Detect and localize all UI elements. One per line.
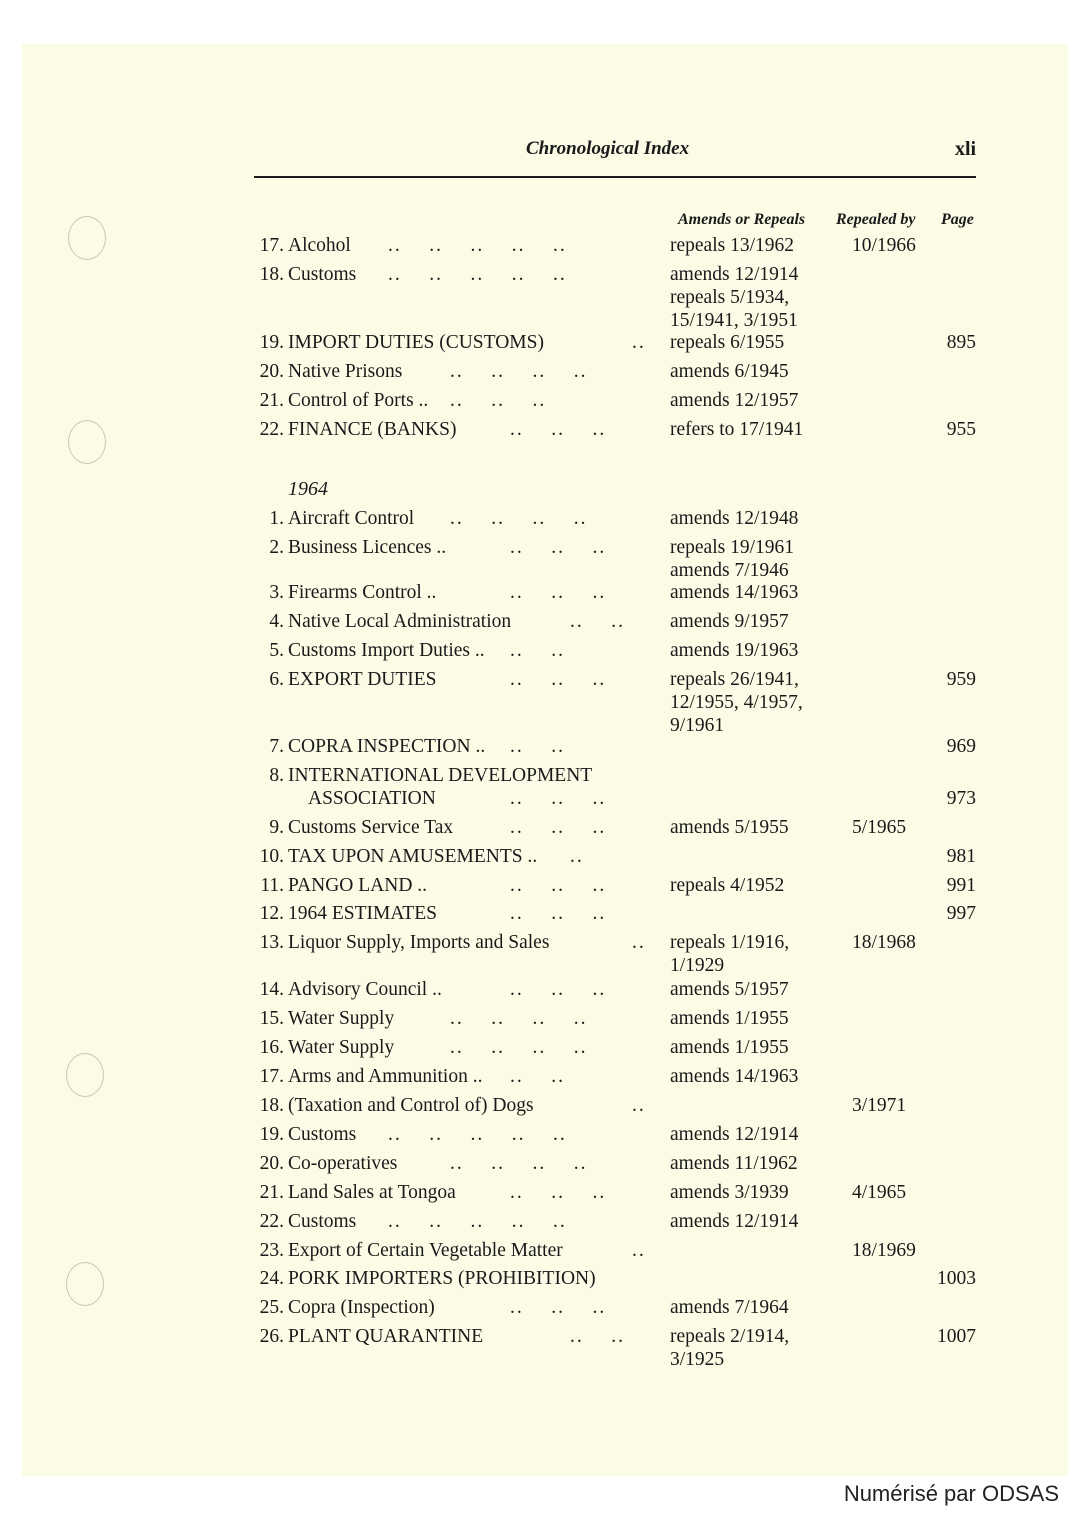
header-rule	[254, 176, 976, 178]
entry-amends-repeals: amends 11/1962	[670, 1153, 798, 1174]
leader-dots: .. ..	[510, 736, 565, 757]
entry-number: 8.	[269, 765, 284, 786]
entry-title: Water Supply	[288, 1037, 395, 1058]
entry-title: PORK IMPORTERS (PROHIBITION)	[288, 1268, 596, 1289]
entry-amends-repeals: amends 12/1914 repeals 5/1934, 15/1941, 3/1951	[670, 264, 799, 331]
entry-title: TAX UPON AMUSEMENTS ..	[288, 846, 538, 867]
entry-number: 14.	[259, 979, 284, 1000]
leader-dots: .. .. ..	[510, 1182, 607, 1203]
entry-amends-repeals: amends 12/1957	[670, 390, 799, 411]
entry-amends-repeals: amends 3/1939	[670, 1182, 789, 1203]
entry-title: (Taxation and Control of) Dogs	[288, 1095, 534, 1116]
index-entry	[252, 764, 982, 787]
entry-page: 895	[946, 332, 976, 353]
leader-dots: .. .. .. .. ..	[388, 264, 567, 285]
leader-dots: ..	[632, 332, 646, 353]
index-entry	[252, 978, 982, 1001]
entry-title: Water Supply	[288, 1008, 395, 1029]
entry-title: PLANT QUARANTINE	[288, 1326, 484, 1347]
entry-title: Firearms Control ..	[288, 582, 437, 603]
index-entry	[252, 360, 982, 383]
punch-hole-1	[68, 216, 106, 260]
entry-number: 22.	[259, 1211, 284, 1232]
leader-dots: ..	[632, 932, 646, 953]
leader-dots: .. .. ..	[510, 669, 607, 690]
leader-dots: .. .. ..	[510, 1297, 607, 1318]
entry-number: 5.	[269, 640, 284, 661]
index-entry	[252, 581, 982, 604]
entry-title: 1964 ESTIMATES	[288, 903, 437, 924]
entry-amends-repeals: repeals 1/1916, 1/1929	[670, 932, 790, 976]
leader-dots: .. .. .. ..	[450, 1008, 588, 1029]
leader-dots: .. .. ..	[510, 875, 607, 896]
entry-number: 16.	[259, 1037, 284, 1058]
entry-number: 7.	[269, 736, 284, 757]
entry-page: 1003	[937, 1268, 976, 1289]
index-entry	[252, 1007, 982, 1030]
entry-amends-repeals: repeals 26/1941, 12/1955, 4/1957, 9/1961	[670, 669, 803, 736]
entry-number: 18.	[259, 1095, 284, 1116]
entry-title: Export of Certain Vegetable Matter	[288, 1240, 563, 1261]
entry-number: 17.	[259, 1066, 284, 1087]
entry-title: Advisory Council ..	[288, 979, 442, 1000]
index-entry	[252, 1065, 982, 1088]
entry-page: 959	[946, 669, 976, 690]
index-entry	[252, 1325, 982, 1370]
entry-amends-repeals: amends 19/1963	[670, 640, 799, 661]
entry-repealed-by: 10/1966	[852, 235, 916, 256]
entry-amends-repeals: amends 12/1914	[670, 1124, 799, 1145]
entry-repealed-by: 18/1969	[852, 1240, 916, 1261]
entry-amends-repeals: amends 1/1955	[670, 1037, 789, 1058]
entry-repealed-by: 3/1971	[852, 1095, 907, 1116]
index-entry	[252, 331, 982, 354]
index-entry	[252, 668, 982, 736]
index-entry	[252, 1152, 982, 1175]
entry-title: PANGO LAND ..	[288, 875, 428, 896]
entry-repealed-by: 5/1965	[852, 817, 907, 838]
index-entry	[252, 1094, 982, 1117]
entry-amends-repeals: refers to 17/1941	[670, 419, 804, 440]
entry-number: 2.	[269, 537, 284, 558]
leader-dots: .. .. .. ..	[450, 1037, 588, 1058]
index-entry	[252, 418, 982, 441]
entry-number: 26.	[259, 1326, 284, 1347]
index-entry	[252, 234, 982, 257]
index-entry	[252, 902, 982, 925]
leader-dots: .. ..	[510, 640, 565, 661]
index-entry	[252, 787, 982, 810]
column-header-amends: Amends or Repeals	[678, 211, 806, 228]
entry-page: 997	[946, 903, 976, 924]
entry-amends-repeals: repeals 19/1961 amends 7/1946	[670, 537, 795, 581]
entry-title: Customs	[288, 1211, 357, 1232]
entry-amends-repeals: amends 5/1955	[670, 817, 789, 838]
entry-amends-repeals: amends 7/1964	[670, 1297, 789, 1318]
entry-title: Business Licences ..	[288, 537, 447, 558]
leader-dots: ..	[570, 846, 584, 867]
entry-title: Customs	[288, 264, 357, 285]
entry-title: Customs	[288, 1124, 357, 1145]
entry-number: 23.	[259, 1240, 284, 1261]
entry-amends-repeals: amends 5/1957	[670, 979, 789, 1000]
index-entry	[252, 735, 982, 758]
entry-title: Customs Service Tax	[288, 817, 454, 838]
punch-hole-2	[68, 420, 106, 464]
entry-number: 21.	[259, 1182, 284, 1203]
entry-page: 969	[946, 736, 976, 757]
leader-dots: .. .. .. .. ..	[388, 1211, 567, 1232]
index-entry	[252, 931, 982, 976]
entry-number: 13.	[259, 932, 284, 953]
entry-title: Control of Ports ..	[288, 390, 429, 411]
index-entry	[252, 1181, 982, 1204]
leader-dots: ..	[632, 1095, 646, 1116]
column-header-page: Page	[941, 211, 974, 228]
leader-dots: .. .. ..	[510, 979, 607, 1000]
entry-number: 10.	[259, 846, 284, 867]
entry-repealed-by: 18/1968	[852, 932, 916, 953]
leader-dots: .. .. ..	[450, 390, 547, 411]
punch-hole-4	[66, 1262, 104, 1306]
page-number: xli	[955, 138, 977, 160]
leader-dots: .. .. ..	[510, 419, 607, 440]
entry-number: 21.	[259, 390, 284, 411]
entry-amends-repeals: repeals 13/1962	[670, 235, 795, 256]
entry-number: 12.	[259, 903, 284, 924]
entry-number: 20.	[259, 361, 284, 382]
entry-amends-repeals: amends 12/1948	[670, 508, 799, 529]
index-entry	[252, 874, 982, 897]
entry-page: 973	[946, 788, 976, 809]
entry-amends-repeals: repeals 6/1955	[670, 332, 785, 353]
running-head: Chronological Index	[526, 138, 690, 159]
leader-dots: .. .. ..	[510, 582, 607, 603]
leader-dots: .. .. .. ..	[450, 508, 588, 529]
index-entry	[252, 536, 982, 581]
leader-dots: .. .. .. ..	[450, 1153, 588, 1174]
leader-dots: .. ..	[570, 1326, 625, 1347]
entry-number: 11.	[260, 875, 284, 896]
index-entry	[252, 389, 982, 412]
leader-dots: .. .. ..	[510, 788, 607, 809]
entry-number: 19.	[259, 1124, 284, 1145]
punch-hole-3	[66, 1053, 104, 1097]
index-entry	[252, 1210, 982, 1233]
index-entry	[252, 263, 982, 331]
entry-title: INTERNATIONAL DEVELOPMENT	[288, 765, 593, 786]
entry-repealed-by: 4/1965	[852, 1182, 907, 1203]
column-header-repealed: Repealed by	[836, 211, 916, 228]
entry-number: 1.	[269, 508, 284, 529]
entry-amends-repeals: repeals 2/1914, 3/1925	[670, 1326, 790, 1370]
entry-number: 15.	[259, 1008, 284, 1029]
entry-number: 17.	[259, 235, 284, 256]
entry-number: 3.	[269, 582, 284, 603]
entry-number: 24.	[259, 1268, 284, 1289]
entry-title: Copra (Inspection)	[288, 1297, 435, 1318]
index-entry	[252, 1267, 982, 1290]
entry-number: 20.	[259, 1153, 284, 1174]
entry-amends-repeals: amends 12/1914	[670, 1211, 799, 1232]
index-entry	[252, 845, 982, 868]
leader-dots: .. ..	[570, 611, 625, 632]
entry-title: COPRA INSPECTION ..	[288, 736, 486, 757]
entry-title: EXPORT DUTIES	[288, 669, 437, 690]
year-heading: 1964	[288, 478, 328, 500]
index-entry	[252, 1123, 982, 1146]
leader-dots: .. .. ..	[510, 903, 607, 924]
entry-title: Aircraft Control	[288, 508, 415, 529]
entry-amends-repeals: amends 6/1945	[670, 361, 789, 382]
entry-amends-repeals: amends 14/1963	[670, 582, 799, 603]
entry-number: 25.	[259, 1297, 284, 1318]
leader-dots: ..	[632, 1240, 646, 1261]
entry-title: Arms and Ammunition ..	[288, 1066, 483, 1087]
entry-title: ASSOCIATION	[308, 788, 436, 809]
index-entry	[252, 610, 982, 633]
entry-amends-repeals: amends 1/1955	[670, 1008, 789, 1029]
entry-amends-repeals: repeals 4/1952	[670, 875, 785, 896]
leader-dots: .. .. .. ..	[450, 361, 588, 382]
entry-title: Co-operatives	[288, 1153, 398, 1174]
entry-number: 4.	[269, 611, 284, 632]
entry-title: Alcohol	[288, 235, 351, 256]
entry-number: 6.	[269, 669, 284, 690]
leader-dots: .. ..	[510, 1066, 565, 1087]
entry-title: Customs Import Duties ..	[288, 640, 485, 661]
entry-title: Liquor Supply, Imports and Sales	[288, 932, 550, 953]
entry-title: Native Local Administration	[288, 611, 512, 632]
entry-amends-repeals: amends 9/1957	[670, 611, 789, 632]
entry-number: 22.	[259, 419, 284, 440]
entry-page: 981	[946, 846, 976, 867]
entry-number: 9.	[269, 817, 284, 838]
entry-page: 1007	[937, 1326, 976, 1347]
entry-amends-repeals: amends 14/1963	[670, 1066, 799, 1087]
index-entry	[252, 1239, 982, 1262]
index-entry	[252, 816, 982, 839]
entry-page: 955	[946, 419, 976, 440]
entry-number: 19.	[259, 332, 284, 353]
leader-dots: .. .. ..	[510, 537, 607, 558]
leader-dots: .. .. ..	[510, 817, 607, 838]
entry-title: Land Sales at Tongoa	[288, 1182, 456, 1203]
digitization-credit: Numérisé par ODSAS	[843, 1481, 1059, 1506]
leader-dots: .. .. .. .. ..	[388, 1124, 567, 1145]
leader-dots: .. .. .. .. ..	[388, 235, 567, 256]
entry-title: IMPORT DUTIES (CUSTOMS)	[288, 332, 544, 353]
index-entry	[252, 639, 982, 662]
index-entry	[252, 1036, 982, 1059]
entry-title: Native Prisons	[288, 361, 403, 382]
entry-page: 991	[946, 875, 976, 896]
entry-number: 18.	[259, 264, 284, 285]
index-entry	[252, 507, 982, 530]
index-entry	[252, 1296, 982, 1319]
entry-title: FINANCE (BANKS)	[288, 419, 457, 440]
